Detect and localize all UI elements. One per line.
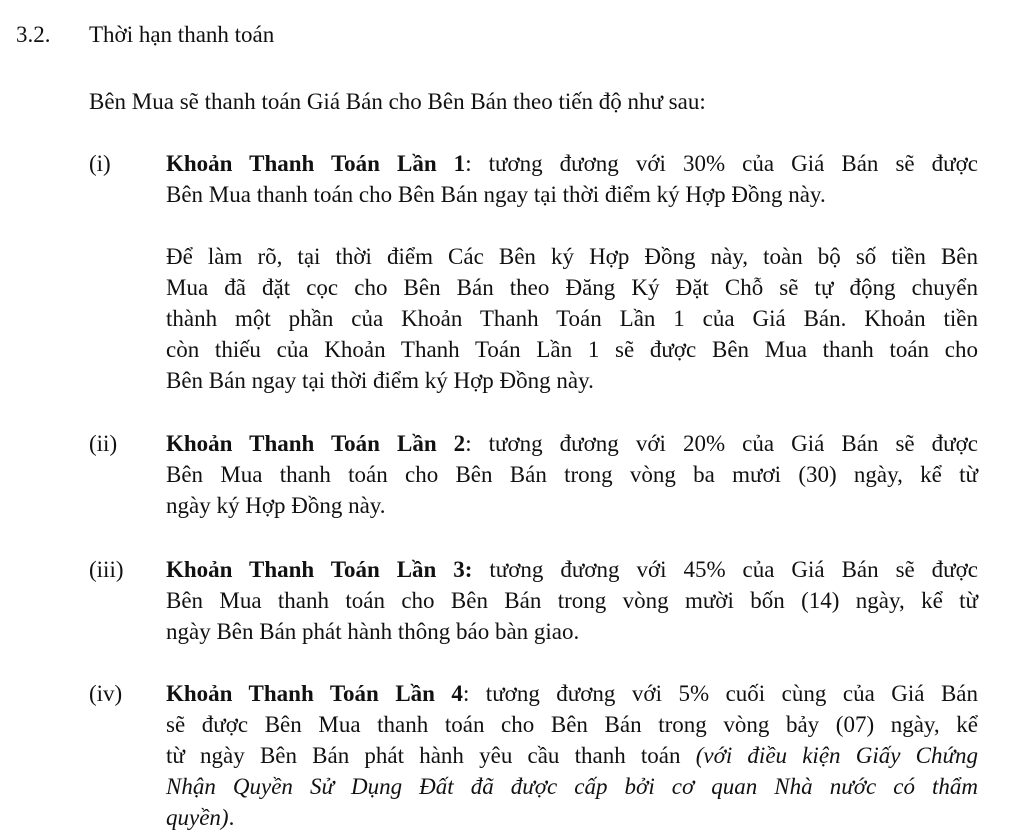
item-paragraph	[166, 678, 978, 833]
item-text: tương đương với 5% cuối cùng của Giá Bán	[469, 681, 978, 706]
item-body	[166, 554, 978, 647]
condition-text: (với điều kiện Giấy Chứng	[695, 743, 978, 768]
condition-line	[166, 802, 978, 833]
item-line: ngày Bên Bán phát hành thông báo bàn giao.	[166, 619, 580, 644]
item-line	[166, 148, 978, 179]
item-note-paragraph	[166, 241, 978, 396]
item-body	[166, 148, 978, 396]
closing-period: .	[228, 805, 235, 830]
section-title: Thời hạn thanh toán	[89, 22, 275, 47]
item-line	[166, 678, 978, 709]
item-line: Bên Mua thanh toán cho Bên Bán ngay tại thời điểm ký Hợp Đồng này.	[166, 182, 826, 207]
item-text: tương đương với 20% của Giá Bán sẽ được	[471, 431, 978, 456]
item-marker: (iv)	[89, 681, 123, 706]
item-text: tương đương với 30% của Giá Bán sẽ được	[471, 151, 978, 176]
condition-line: Nhận Quyền Sử Dụng Đất đã được cấp bởi cơ quan Nhà nước có thẩm	[166, 774, 978, 799]
item-line	[166, 428, 978, 459]
item-heading-suffix: :	[465, 151, 472, 176]
note-line: Bên Bán ngay tại thời điểm ký Hợp Đồng này.	[166, 368, 594, 393]
item-paragraph	[166, 554, 978, 647]
item-line	[166, 554, 978, 585]
note-line: còn thiếu của Khoản Thanh Toán Lần 1 sẽ được Bên Mua thanh toán cho	[166, 337, 978, 362]
item-line	[166, 740, 978, 771]
item-text: tương đương với 45% của Giá Bán sẽ được	[472, 557, 979, 582]
item-marker: (i)	[89, 151, 111, 176]
item-line: sẽ được Bên Mua thanh toán cho Bên Bán trong vòng bảy (07) ngày, kể	[166, 712, 978, 737]
note-line: Để làm rõ, tại thời điểm Các Bên ký Hợp Đồng này, toàn bộ số tiền Bên	[166, 244, 978, 269]
intro-paragraph: Bên Mua sẽ thanh toán Giá Bán cho Bên Bán theo tiến độ như sau:	[89, 89, 706, 114]
note-line: thành một phần của Khoản Thanh Toán Lần 1 của Giá Bán. Khoản tiền	[166, 306, 978, 331]
item-heading: Khoản Thanh Toán Lần 1	[166, 151, 466, 176]
condition-text: quyền)	[166, 805, 229, 830]
item-paragraph	[166, 428, 978, 521]
item-heading-suffix: :	[462, 681, 470, 706]
item-marker: (ii)	[89, 431, 118, 456]
item-heading-suffix: :	[465, 431, 472, 456]
note-line: Mua đã đặt cọc cho Bên Bán theo Đăng Ký Đặt Chỗ sẽ tự động chuyển	[166, 275, 978, 300]
item-body	[166, 678, 978, 833]
item-text: từ ngày Bên Bán phát hành yêu cầu thanh toán	[166, 743, 696, 768]
item-line: Bên Mua thanh toán cho Bên Bán trong vòng ba mươi (30) ngày, kể từ	[166, 462, 978, 487]
section-number: 3.2.	[16, 22, 51, 47]
item-heading: Khoản Thanh Toán Lần 2	[166, 431, 466, 456]
item-heading: Khoản Thanh Toán Lần 3:	[166, 557, 473, 582]
item-body	[166, 428, 978, 521]
item-paragraph	[166, 148, 978, 210]
item-heading: Khoản Thanh Toán Lần 4	[166, 681, 463, 706]
item-line: ngày ký Hợp Đồng này.	[166, 493, 386, 518]
item-marker: (iii)	[89, 557, 124, 582]
item-line: Bên Mua thanh toán cho Bên Bán trong vòng mười bốn (14) ngày, kể từ	[166, 588, 978, 613]
